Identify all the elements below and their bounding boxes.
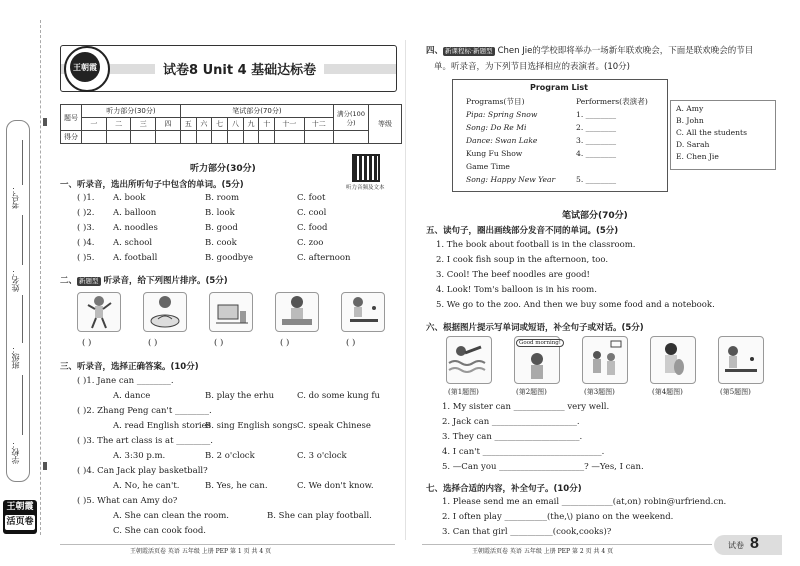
sec6-line-4[interactable]: 4. I can't ____________________________. [442,447,605,457]
exam-no-line [22,140,23,185]
sec2-tag: 新题型 [79,277,99,285]
sec6-fig-3: (第3题图) [584,388,615,396]
sec4-line2: 单。听录音，为下列节目选择相应的表演者。(10分) [434,62,630,72]
sec3-q4: ( )4. Can Jack play basketball? [77,466,208,476]
table-tennis-icon [719,337,763,383]
sec2-paren-5[interactable]: ( ) [346,338,356,348]
sec2-paren-4[interactable]: ( ) [280,338,290,348]
logo-seal [64,46,110,92]
sec6-fig-2: (第2题图) [516,388,547,396]
qr-caption: 听力音频及文本 [346,185,385,191]
num-5: 五 [180,118,196,131]
sec1-q3-b[interactable]: B. good [205,223,238,233]
score-label: 得分 [61,131,82,144]
sec4-text1: Chen Jie的学校即将举办一场新年联欢晚会，下面是联欢晚会的节目 [497,46,754,56]
sec4-line1 [426,44,753,56]
listening-col: 听力部分(30分) [82,105,181,118]
sec6-pic-2 [514,336,560,384]
num-10: 十 [259,118,275,131]
basketball-icon [583,337,627,383]
sec2-title [60,274,228,286]
q-label: 题号 [61,105,82,131]
sec1-q1-b[interactable]: B. room [205,193,240,203]
sec1-q1-num: ( )1. [77,193,95,203]
sec3-q4-c[interactable]: C. We don't know. [297,481,374,491]
num-12: 十二 [304,118,333,131]
performer-blank-3[interactable]: 3. ________ [576,136,617,145]
sec1-q2-c[interactable]: C. cool [297,208,327,218]
program-item-2: Song: Do Re Mi [466,123,527,132]
qr-code[interactable] [352,154,380,182]
listening-heading: 听力部分(30分) [190,164,256,174]
sec4-tag: 新课程标·新题型 [445,47,493,55]
sec3-q1-a[interactable]: A. dance [113,391,151,401]
score-cell[interactable] [227,131,243,144]
left-page [55,0,400,566]
sec5-line-3: 3. Cool! The beef noodles are good! [436,270,590,280]
logo-inner: 王朝霞 [70,52,100,82]
sec3-q2-b[interactable]: B. sing English songs [205,421,298,431]
score-cell[interactable] [156,131,181,144]
program-h2: Performers(表演者) [576,97,648,106]
sec6-line-2[interactable]: 2. Jack can ____________________. [442,417,580,427]
sec5-title: 五、读句子，圈出画线部分发音不同的单词。(5分) [426,226,619,236]
sec3-q2-c[interactable]: C. speak Chinese [297,421,371,431]
sec6-fig-4: (第4题图) [652,388,683,396]
eating-noodles-icon [144,293,186,331]
sec1-q3-c[interactable]: C. food [297,223,328,233]
sec1-q2-b[interactable]: B. look [205,208,235,218]
writing-col: 笔试部分(70分) [180,105,333,118]
num-2: 二 [106,118,131,131]
program-item-3: Dance: Swan Lake [466,136,538,145]
sec4-prefix: 四、 [426,46,444,56]
sec1-q1-a[interactable]: A. book [113,193,146,203]
sec1-q5-b[interactable]: B. goodbye [205,253,254,263]
performer-blank-2[interactable]: 2. ________ [576,123,617,132]
sec3-q4-a[interactable]: A. No, he can't. [113,481,180,491]
brand-badge [3,500,37,534]
school-label: 学校： [11,440,20,464]
score-cell[interactable] [131,131,156,144]
num-3: 三 [131,118,156,131]
girl-pipa-icon [651,337,695,383]
sec6-pic-3 [582,336,628,384]
num-11: 十一 [275,118,304,131]
sec3-title: 三、听录音，选择正确答案。(10分) [60,362,199,372]
sec1-q4-b[interactable]: B. cook [205,238,237,248]
sec5-line-2: 2. I cook fish soup in the afternoon, too. [436,255,609,265]
score-cell[interactable] [334,131,369,144]
name-label: 姓名： [11,268,20,292]
footer-left: 王朝霞活页卷 英语 五年级 上册 PEP 第 1 页 共 4 页 [130,548,272,555]
program-item-1: Pipa: Spring Snow [466,110,538,119]
sec1-q2-a[interactable]: A. balloon [113,208,157,218]
sec6-pic-4 [650,336,696,384]
sec1-q3-a[interactable]: A. noodles [113,223,158,233]
performer-a: A. Amy [676,104,704,113]
sec3-q3-c[interactable]: C. 3 o'clock [297,451,347,461]
performer-b: B. John [676,116,704,125]
sec6-fig-5: (第5题图) [720,388,751,396]
total-col: 满分(100分) [334,105,369,131]
binding-marker-top [43,118,47,126]
performer-d: D. Sarah [676,140,710,149]
program-item-6: Song: Happy New Year [466,175,556,184]
sec3-q3-b[interactable]: B. 2 o'clock [205,451,255,461]
sec6-line-1[interactable]: 1. My sister can ____________ very well. [442,402,610,412]
sec3-q1-b[interactable]: B. play the erhu [205,391,275,401]
sec1-q5-c[interactable]: C. afternoon [297,253,351,263]
score-cell[interactable] [196,131,212,144]
program-item-4: Kung Fu Show [466,149,523,158]
sec3-q5-b[interactable]: B. She can play football. [267,511,372,521]
sec7-line-3[interactable]: 3. Can that girl __________(cook,cooks)? [442,527,612,537]
score-cell[interactable] [180,131,196,144]
sec1-q4-a[interactable]: A. school [113,238,153,248]
sec2-paren-3[interactable]: ( ) [214,338,224,348]
binding-marker-bottom [43,462,47,470]
sec3-q5-a[interactable]: A. She can clean the room. [113,511,230,521]
exam-no-label: 考号： [11,185,20,209]
footer-right: 王朝霞活页卷 英语 五年级 上册 PEP 第 2 页 共 4 页 [472,548,614,555]
score-cell[interactable] [82,131,107,144]
speech-bubble: Good morning! [516,339,564,347]
dancing-girl-icon [78,293,120,331]
grade-col: 等级 [369,105,402,144]
sec1-q4-c[interactable]: C. zoo [297,238,324,248]
swimming-icon [447,337,491,383]
performer-blank-1[interactable]: 1. ________ [576,110,617,119]
sec5-line-1: 1. The book about football is in the classroom. [436,240,636,250]
sec2-pic-3 [209,292,253,332]
performer-e: E. Chen Jie [676,152,719,161]
sec3-q4-b[interactable]: B. Yes, he can. [205,481,268,491]
brand-bottom-text: 活页卷 [5,515,35,530]
score-cell[interactable] [259,131,275,144]
name-line [22,215,23,265]
right-page [412,0,797,566]
sec2-paren-2[interactable]: ( ) [148,338,158,348]
num-8: 八 [227,118,243,131]
sec3-q1: ( )1. Jane can ________. [77,376,174,386]
sec1-q2-num: ( )2. [77,208,95,218]
sec1-q5-a[interactable]: A. football [113,253,158,263]
binding-dashed-line [40,20,41,535]
sec3-q3: ( )3. The art class is at ________. [77,436,213,446]
sec2-text: 听录音，给下列图片排序。(5分) [103,276,228,286]
program-item-5: Game Time [466,162,510,171]
sec3-q5-c[interactable]: C. She can cook food. [113,526,207,536]
sec2-pic-4 [275,292,319,332]
performer-c: C. All the students [676,128,748,137]
num-9: 九 [243,118,259,131]
num-4: 四 [156,118,181,131]
boy-cooking-icon [276,293,318,331]
score-cell[interactable] [243,131,259,144]
sec5-line-4: 4. Look! Tom's balloon is in his room. [436,285,597,295]
ping-pong-icon [342,293,384,331]
performer-blank-4[interactable]: 4. ________ [576,149,617,158]
performer-blank-5[interactable]: 5. ________ [576,175,617,184]
sec3-q5: ( )5. What can Amy do? [77,496,178,506]
sec2-pic-2 [143,292,187,332]
score-cell[interactable] [106,131,131,144]
score-table [60,104,402,144]
program-h1: Programs(节目) [466,97,525,106]
page-number: 8 [750,535,759,552]
sec1-q3-num: ( )3. [77,223,95,233]
sec5-line-5: 5. We go to the zoo. And then we buy some food and a notebook. [436,300,715,310]
sec1-title: 一、听录音，选出所听句子中包含的单词。(5分) [60,180,244,190]
page-label: 试卷 [728,541,744,550]
footer-rule-right [422,544,712,545]
writing-heading: 笔试部分(70分) [562,211,628,221]
sec6-pic-5 [718,336,764,384]
sec2-paren-1[interactable]: ( ) [82,338,92,348]
sec7-title: 七、选择合适的内容，补全句子。(10分) [426,484,582,494]
page-divider [405,40,406,540]
sec3-q2-a[interactable]: A. read English stories [113,421,212,431]
brand-top-text: 王朝霞 [6,502,34,512]
sec7-line-1[interactable]: 1. Please send me an email ____________(at,on) robin@urfriend.cn. [442,497,727,507]
sec3-q3-a[interactable]: A. 3:30 p.m. [113,451,166,461]
score-cell[interactable] [275,131,304,144]
page-title: 试卷8 Unit 4 基础达标卷 [155,59,324,78]
sec6-line-3[interactable]: 3. They can ____________________. [442,432,583,442]
sec1-q5-num: ( )5. [77,253,95,263]
desk-icon [210,293,252,331]
score-cell[interactable] [212,131,228,144]
sec2-prefix: 二、 [60,276,78,286]
sec2-pic-5 [341,292,385,332]
binding-strip [0,0,46,566]
class-line [22,295,23,343]
sec2-pic-1 [77,292,121,332]
score-cell[interactable] [304,131,333,144]
sec3-q2: ( )2. Zhang Peng can't ________. [77,406,212,416]
sec6-pic-1 [446,336,492,384]
footer-rule-left [60,544,395,545]
num-1: 一 [82,118,107,131]
sec6-line-5[interactable]: 5. —Can you ____________________? —Yes, I can. [442,462,644,472]
sec1-q4-num: ( )4. [77,238,95,248]
num-7: 七 [212,118,228,131]
binding-box [6,120,30,482]
page-badge [714,535,782,555]
class-label: 班级： [11,345,20,369]
sec3-q1-c[interactable]: C. do some kung fu [297,391,380,401]
school-line [22,375,23,435]
sec6-title: 六、根据图片提示写单词或短语，补全句子或对话。(5分) [426,323,644,333]
num-6: 六 [196,118,212,131]
sec6-fig-1: (第1题图) [448,388,479,396]
sec1-q1-c[interactable]: C. foot [297,193,326,203]
sec7-line-2[interactable]: 2. I often play __________(the,\) piano on the weekend. [442,512,674,522]
program-title: Program List [530,83,588,92]
